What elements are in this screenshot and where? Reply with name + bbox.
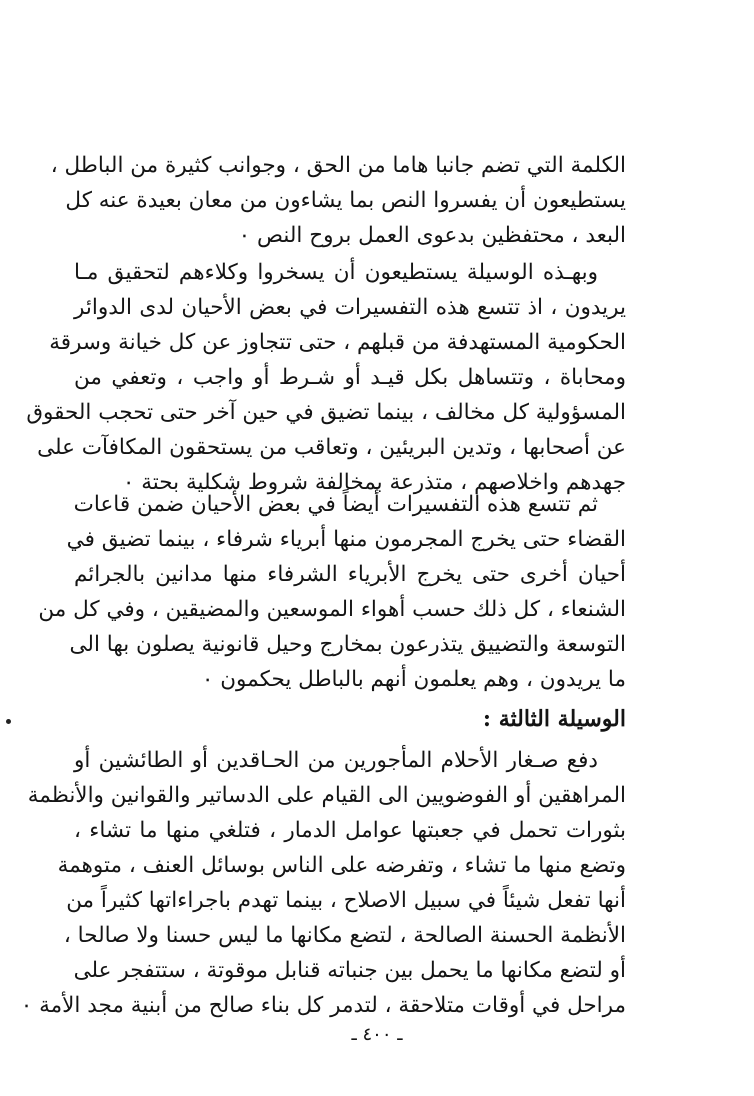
paragraph-4-line-4: وتضع منها ما تشاء ، وتفرضه على الناس بوسائل العنف ، متوهمة	[57, 853, 626, 878]
paragraph-2-line-1: وبهـذه الوسيلة يستطيعون أن يسخروا وكلاءهم لتحقيق مـا	[74, 260, 598, 285]
paragraph-3-line-1: ثم تتسع هذه التفسيرات أيضاً في بعض الأحيان ضمن قاعات	[73, 492, 598, 517]
paragraph-4	[20, 743, 626, 1023]
paragraph-4-line-5: أنها تفعل شيئاً في سبيل الاصلاح ، بينما تهدم باجراءاتها كثيراً من	[66, 888, 626, 913]
paragraph-1	[50, 148, 626, 253]
paragraph-3-line-4: الشنعاء ، كل ذلك حسب أهواء الموسعين والمضيقين ، وفي كل من	[38, 597, 626, 622]
section-heading: الوسيلة الثالثة :	[482, 706, 626, 732]
paragraph-2-line-4: ومحاباة ، وتتساهل بكل قيـد أو شـرط أو واجب ، وتعفي من	[74, 365, 626, 390]
paragraph-4-line-7: أو لتضع مكانها ما يحمل بين جنباته قنابل موقوتة ، ستتفجر على	[73, 958, 626, 983]
paragraph-1-line-3: البعد ، محتفظين بدعوى العمل بروح النص ٠	[238, 223, 626, 248]
paragraph-3-line-2: القضاء حتى يخرج المجرمون منها أبرياء شرفاء ، بينما تضيق في	[66, 527, 626, 552]
paragraph-2	[26, 255, 626, 500]
paragraph-4-line-3: بثورات تحمل في جعبتها عوامل الدمار ، فتلغي منها ما تشاء ،	[74, 818, 626, 843]
paragraph-2-line-6: عن أصحابها ، وتدين البريئين ، وتعاقب من يستحقون المكافآت على	[37, 435, 626, 460]
paragraph-1-line-1: الكلمة التي تضم جانبا هاما من الحق ، وجوانب كثيرة من الباطل ،	[50, 153, 626, 178]
paragraph-2-line-7: جهدهم واخلاصهم ، متذرعة بمخالفة شروط شكلية بحتة ٠	[122, 470, 626, 495]
paragraph-3-line-6: ما يريدون ، وهم يعلمون أنهم بالباطل يحكمون ٠	[201, 667, 626, 692]
page-number: ـ ٤٠٠ ـ	[351, 1024, 403, 1045]
paragraph-4-line-8: مراحل في أوقات متلاحقة ، لتدمر كل بناء صالح من أبنية مجد الأمة ٠	[20, 993, 626, 1018]
paragraph-1-line-2: يستطيعون أن يفسروا النص بما يشاءون من معان بعيدة عنه كل	[65, 188, 626, 213]
paragraph-4-line-1: دفع صـغار الأحلام المأجورين من الحـاقدين أو الطائشين أو	[74, 748, 598, 773]
paragraph-2-line-2: يريدون ، اذ تتسع هذه التفسيرات في بعض الأحيان لدى الدوائر	[74, 295, 626, 320]
paragraph-3-line-5: التوسعة والتضييق يتذرعون بمخارج وحيل قانونية يصلون بها الى	[69, 632, 626, 657]
paragraph-4-line-6: الأنظمة الحسنة الصالحة ، لتضع مكانها ما ليس حسنا ولا صالحا ،	[63, 923, 626, 948]
paragraph-2-line-3: الحكومية المستهدفة من قبلهم ، حتى تتجاوز عن كل خيانة وسرقة	[49, 330, 626, 355]
margin-mark	[6, 719, 11, 724]
paragraph-2-line-5: المسؤولية كل مخالف ، بينما تضيق في حين آخر حتى تحجب الحقوق	[26, 400, 626, 425]
paragraph-4-line-2: المراهقين أو الفوضويين الى القيام على الدساتير والقوانين والأنظمة	[27, 783, 626, 808]
paragraph-3-line-3: أحيان أخرى حتى يخرج الأبرياء الشرفاء منها مدانين بالجرائم	[74, 562, 626, 587]
paragraph-3	[38, 487, 626, 697]
